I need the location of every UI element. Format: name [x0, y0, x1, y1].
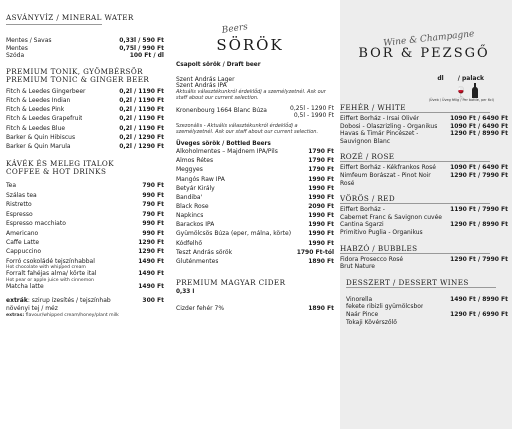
- item-name: Mentes / Savas: [6, 37, 52, 44]
- item-name: Tokaji Kövérszőlő: [346, 318, 397, 326]
- item-price: 0,2l / 1290 Ft: [119, 133, 164, 141]
- item-name: Black Rose: [176, 203, 209, 211]
- item-name: Tea: [6, 182, 17, 190]
- bottled-beer-item: [176, 258, 334, 266]
- item-price: 1290 Ft: [138, 239, 164, 246]
- item-price: 1790 Ft: [308, 166, 334, 174]
- kronen-name: Kronenbourg 1664 Blanc Búza: [176, 107, 267, 115]
- bottled-title: Üveges sörök / Bottled Beers: [176, 141, 271, 148]
- white-list: [340, 115, 508, 145]
- item-price: 0,2l / 1190 Ft: [119, 106, 164, 114]
- extras-row: [6, 297, 164, 305]
- szent-lager-name: Szent András Lager: [176, 76, 235, 83]
- rose-wine-item: [340, 172, 508, 180]
- kronen-price-1: 0,25l - 1290 Ft: [290, 105, 334, 113]
- item-name: Meggyes: [176, 166, 203, 174]
- red-wine-item: [340, 221, 508, 229]
- item-price: 790 Ft: [142, 210, 164, 218]
- extras-label: extrák: [6, 297, 28, 305]
- item-price: 1090 Ft / 6490 Ft: [450, 115, 508, 122]
- item-price: 1490 Ft / 8990 Ft: [450, 295, 508, 303]
- bottled-beer-item: [176, 221, 334, 229]
- item-name: Vinorella: [346, 295, 373, 303]
- item-name: Caffe Latte: [6, 239, 40, 246]
- beers-script: Beers: [221, 22, 249, 36]
- coffee-item: [6, 239, 164, 247]
- coffee-item: [6, 283, 164, 291]
- item-name: Brut Nature: [340, 263, 375, 271]
- item-name: Eiffert Borház -: [340, 206, 385, 214]
- cider-title: PREMIUM MAGYAR CIDER: [176, 278, 286, 288]
- item-price: 0,2l / 1190 Ft: [119, 87, 164, 95]
- item-name: Cabernet Franc & Savignon cuvée: [340, 213, 442, 221]
- item-name: Barker & Quin Marula: [6, 142, 71, 150]
- white-wine-item: [340, 130, 508, 138]
- red-title: VÖRÖS / RED: [340, 194, 395, 204]
- white-wine-item: [340, 115, 508, 123]
- tonic-item: [6, 106, 164, 114]
- item-price: 1090 Ft / 6490 Ft: [450, 122, 508, 130]
- item-price: 990 Ft: [142, 191, 164, 199]
- bottled-beer-item: [176, 230, 334, 238]
- item-price: 1290 Ft / 7990 Ft: [450, 171, 508, 179]
- dessert-wine-item: [346, 296, 508, 304]
- item-name: Barackos IPA: [176, 221, 215, 229]
- item-name: Napkincs: [176, 212, 204, 220]
- coffee-item: [6, 220, 164, 228]
- dessert-title: DESSZERT / DESSERT WINES: [346, 277, 469, 287]
- item-price: 0,75l / 990 Ft: [119, 44, 164, 52]
- bubbles-title: HABZÓ / BUBBLES: [340, 243, 418, 253]
- item-name: Forró csokoládé tejszínhabbal: [6, 257, 95, 265]
- wine-title: BOR & PEZSGŐ: [358, 46, 490, 61]
- item-name: Cappuccino: [6, 248, 42, 256]
- kronen-price-2: 0,5l - 1990 Ft: [293, 112, 334, 120]
- item-name: Bandiba': [176, 193, 203, 201]
- cider-price: 1890 Ft: [308, 305, 334, 313]
- column-soft-drinks: [0, 0, 168, 429]
- glass-icons: [340, 82, 508, 98]
- item-name: Álmos Rétes: [176, 157, 214, 165]
- bottled-beer-item: [176, 240, 334, 248]
- wine-bottle-icon: [472, 83, 478, 98]
- seasonal-note: [176, 123, 331, 135]
- item-price: 1090 Ft / 6490 Ft: [450, 164, 508, 172]
- wine-script: Wine & Champagne: [382, 29, 475, 49]
- coffee-item: [6, 192, 164, 200]
- cider-name: Cizder fehér 7%: [176, 305, 225, 313]
- item-name: Naár Pince: [346, 310, 379, 318]
- item-price: 1490 Ft: [138, 282, 164, 290]
- red-wine-item: [340, 206, 508, 214]
- item-subtitle: Hot chocolate with whipped cream: [6, 265, 86, 271]
- coffee-list: [6, 182, 164, 290]
- item-name: Teszt András sörök: [176, 248, 233, 256]
- item-price: 1490 Ft: [138, 270, 164, 278]
- bottled-beer-item: [176, 249, 334, 257]
- item-name: Sauvignon Blanc: [340, 137, 391, 145]
- red-wine-item: [340, 214, 508, 222]
- item-price: 990 Ft: [142, 220, 164, 228]
- item-name: Ristretto: [6, 201, 32, 209]
- item-name: Mangós Raw IPA: [176, 175, 225, 183]
- item-price: 0,2l / 1290 Ft: [119, 142, 164, 150]
- item-name: Eiffert Borház - Kékfrankos Rosé: [340, 164, 436, 172]
- szent-ipa-name: Szent András IPA: [176, 81, 227, 89]
- item-price: 1290 Ft / 8990 Ft: [450, 221, 508, 229]
- red-wine-item: [340, 229, 508, 237]
- item-name: Nimfeum Borászat - Pinot Noir: [340, 171, 431, 179]
- item-price: 0,33l / 590 Ft: [119, 37, 164, 44]
- item-price: 1190 Ft / 7990 Ft: [450, 206, 508, 214]
- item-price: 1890 Ft: [308, 257, 334, 265]
- bottled-beer-item: [176, 203, 334, 211]
- item-price: 0,2l / 1190 Ft: [119, 96, 164, 104]
- item-name: Szálas tea: [6, 191, 37, 199]
- water-title: ASVÁNYVÍZ / MINERAL WATER: [6, 13, 134, 22]
- item-price: 1990 Ft: [308, 184, 334, 192]
- coffee-title-2: COFFEE & HOT DRINKS: [6, 167, 107, 177]
- water-list: [6, 37, 164, 60]
- tonic-item: [6, 143, 164, 151]
- dessert-wine-item: [346, 303, 508, 311]
- seasonal-text: - Aktuális választékunkról érdeklődj a személyzetnél. Ask our staff about our current selection.: [176, 123, 319, 136]
- item-price: 790 Ft: [142, 182, 164, 190]
- bubbles-item: [340, 256, 508, 264]
- item-name: Matcha latte: [6, 282, 44, 290]
- item-name: Espresso: [6, 210, 33, 218]
- tonic-item: [6, 134, 164, 142]
- item-price: 790 Ft: [142, 201, 164, 209]
- bubbles-item: [340, 263, 508, 271]
- item-price: 1790 Ft: [308, 157, 334, 165]
- item-price: 0,2l / 1190 Ft: [119, 115, 164, 123]
- item-name: Szóda: [6, 52, 25, 60]
- bottled-beer-item: [176, 212, 334, 220]
- item-name: Gluténmentes: [176, 257, 219, 265]
- item-price: 1290 Ft / 7990 Ft: [450, 255, 508, 263]
- draft-note: Aktuális választékunkról érdeklődj a személyzetnél. Ask our staff about our current selection.: [176, 89, 326, 102]
- coffee-title-1: KÁVÉK ÉS MELEG ITALOK: [6, 159, 114, 169]
- white-wine-item: [340, 123, 508, 131]
- extras-en-label: extras:: [6, 312, 25, 318]
- item-price: 1990 Ft: [308, 230, 334, 238]
- bottle-note: (Üveb / Üveg félig / Per bottle, per 6cl): [428, 98, 494, 102]
- white-wine-item: [340, 138, 508, 146]
- item-subtitle: Hot pear or apple juice with cinnemon: [6, 277, 94, 283]
- rose-title: ROZÉ / ROSE: [340, 152, 395, 162]
- item-name: Fitch & Leedes Pink: [6, 106, 65, 114]
- extras-text-2: növényi tej / méz: [6, 305, 58, 313]
- extras-en: [6, 313, 164, 318]
- tonic-item: [6, 88, 164, 96]
- item-price: 1490 Ft: [138, 257, 164, 265]
- unit-header: [340, 75, 508, 82]
- bottled-list: [176, 148, 334, 265]
- item-price: 1790 Ft-tól: [296, 248, 334, 256]
- tonic-item: [6, 115, 164, 123]
- item-name: Fidora Prosecco Rosé: [340, 255, 404, 263]
- item-price: 0,2l / 1190 Ft: [119, 124, 164, 132]
- item-price: 1990 Ft: [308, 175, 334, 183]
- extras-price: 300 Ft: [142, 297, 164, 305]
- coffee-item: [6, 230, 164, 238]
- bottled-beer-item: [176, 194, 334, 202]
- extras-row-2: [6, 305, 164, 313]
- bottled-beer-item: [176, 166, 334, 174]
- coffee-item: [6, 270, 164, 278]
- rose-wine-item: [340, 180, 508, 188]
- kronen-row: [176, 105, 334, 119]
- tonic-item: [6, 125, 164, 133]
- item-name: Forralt fahéjas alma/ körte ital: [6, 270, 97, 278]
- rose-list: [340, 164, 508, 187]
- item-price: 1990 Ft: [308, 193, 334, 201]
- item-price: 1990 Ft: [308, 239, 334, 247]
- item-name: Espresso macchiato: [6, 220, 66, 228]
- bottled-beer-item: [176, 157, 334, 165]
- item-name: Americano: [6, 229, 39, 237]
- item-name: Mentes: [6, 44, 28, 52]
- wine-glass-icon: 🍷: [454, 86, 468, 99]
- cider-row: [176, 305, 334, 313]
- dessert-wine-item: [346, 319, 508, 327]
- unit-bottle: / palack: [457, 75, 484, 82]
- white-title: FEHÉR / WHITE: [340, 103, 406, 112]
- item-price: 1790 Ft: [308, 148, 334, 156]
- bottled-beer-item: [176, 176, 334, 184]
- cider-size: 0,33 l: [176, 289, 195, 296]
- item-name: Cantina Sgarzi: [340, 221, 384, 229]
- item-price: 1290 Ft: [138, 248, 164, 256]
- water-item: [6, 45, 164, 53]
- item-name: Fitch & Leedes Blue: [6, 124, 66, 132]
- column-wines: [340, 0, 512, 429]
- coffee-item: [6, 248, 164, 256]
- item-price: 1990 Ft: [308, 212, 334, 220]
- item-name: Fitch & Leedes Gingerbeer: [6, 87, 86, 95]
- item-name: Kódfelhő: [176, 239, 203, 247]
- bottled-beer-item: [176, 185, 334, 193]
- item-name: Dobosi - Olaszrizling - Organikus: [340, 122, 438, 130]
- tonic-title-1: PREMIUM TONIK, GYÖMBÉRSÖR: [6, 66, 143, 76]
- item-price: 990 Ft: [142, 229, 164, 237]
- beers-title: SÖRÖK: [216, 36, 284, 54]
- item-name: Fitch & Leedes Grapefruit: [6, 115, 83, 123]
- water-item: [6, 37, 164, 45]
- item-price: 100 Ft / dl: [129, 52, 164, 60]
- bubbles-list: [340, 256, 508, 271]
- item-name: Betyár Király: [176, 184, 215, 192]
- item-name: Fitch & Leedes Indian: [6, 96, 71, 104]
- red-list: [340, 206, 508, 236]
- coffee-item: [6, 211, 164, 219]
- extras-text: : szirup ízesítés / tejszínhab: [27, 297, 111, 305]
- rose-wine-item: [340, 164, 508, 172]
- tonic-title-2: PREMIUM TONIC & GINGER BEER: [6, 74, 150, 84]
- coffee-item: [6, 201, 164, 209]
- item-name: fekete ribizli gyümölcsbor: [346, 303, 424, 311]
- draft-title: Csapolt sörök / Draft beer: [176, 62, 261, 68]
- tonic-list: [6, 88, 164, 151]
- dessert-wine-item: [346, 311, 508, 319]
- seasonal-label: Szezonális: [176, 123, 203, 130]
- water-item: [6, 52, 164, 60]
- item-price: 2090 Ft: [308, 203, 334, 211]
- item-price: 1290 Ft / 6990 Ft: [450, 310, 508, 318]
- tonic-item: [6, 97, 164, 105]
- dessert-list: [340, 296, 508, 326]
- item-name: Barker & Quin Hibiscus: [6, 133, 76, 141]
- item-name: Alkoholmentes – Majdnem IPA/Pils: [176, 148, 278, 156]
- item-price: 1990 Ft: [308, 221, 334, 229]
- item-name: Rosé: [340, 179, 355, 187]
- coffee-item: [6, 182, 164, 190]
- item-name: Eiffert Borház - Irsai Olivér: [340, 115, 420, 122]
- unit-dl: dl: [437, 75, 444, 82]
- item-price: 1290 Ft / 8990 Ft: [450, 130, 508, 138]
- bottled-beer-item: [176, 148, 334, 156]
- item-name: Primitivo Puglia - Organikus: [340, 228, 423, 236]
- item-name: Havas & Timár Pincészet -: [340, 130, 419, 138]
- column-beers: [168, 0, 340, 429]
- item-name: Gyümölcsös Búza (eper, málna, körte): [176, 230, 292, 238]
- extras-en-text: flavour/whipped cream/honey/plant milk: [24, 312, 119, 318]
